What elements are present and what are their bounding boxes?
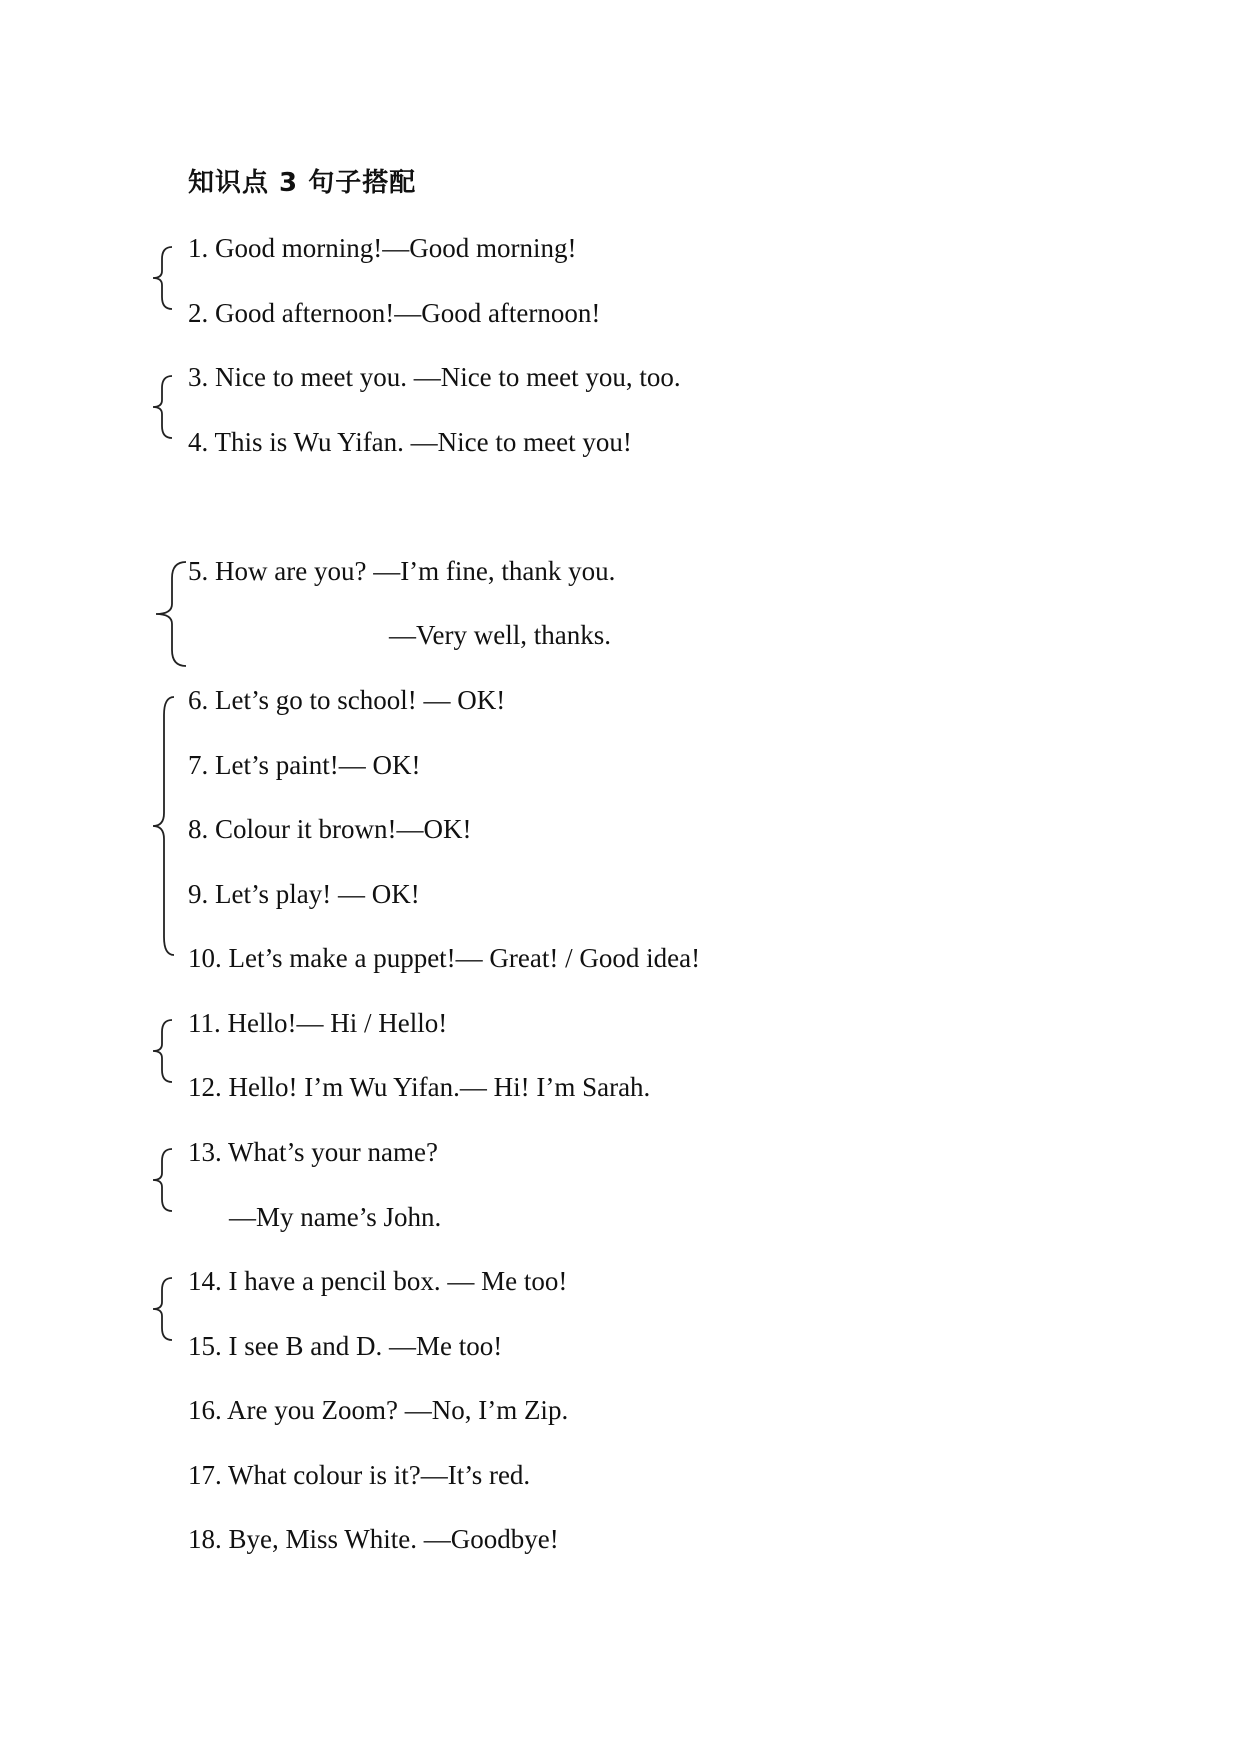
sentence-3: 3. Nice to meet you. —Nice to meet you, too.: [188, 362, 681, 392]
brace-group-5: [150, 558, 190, 670]
brace-group-6-10: [148, 693, 178, 959]
sentence-5-alt-answer: —Very well, thanks.: [389, 620, 611, 650]
sentence-11: 11. Hello!— Hi / Hello!: [188, 1008, 448, 1038]
sentence-1: 1. Good morning!—Good morning!: [188, 233, 577, 263]
sentence-10: 10. Let’s make a puppet!— Great! / Good idea!: [188, 943, 701, 973]
sentence-15: 15. I see B and D. —Me too!: [188, 1331, 503, 1361]
sentence-17: 17. What colour is it?—It’s red.: [188, 1460, 531, 1490]
sentence-16: 16. Are you Zoom? —No, I’m Zip.: [188, 1395, 569, 1425]
brace-group-1-2: [148, 243, 176, 313]
sentence-13-answer: —My name’s John.: [229, 1202, 442, 1232]
sentence-2: 2. Good afternoon!—Good afternoon!: [188, 298, 601, 328]
sentence-7: 7. Let’s paint!— OK!: [188, 750, 421, 780]
sentence-13: 13. What’s your name?: [188, 1137, 438, 1167]
sentence-8: 8. Colour it brown!—OK!: [188, 814, 472, 844]
brace-group-13: [148, 1145, 176, 1215]
brace-group-11-12: [148, 1016, 176, 1086]
sentence-5: 5. How are you? —I’m fine, thank you.: [188, 556, 616, 586]
sentence-4: 4. This is Wu Yifan. —Nice to meet you!: [188, 427, 632, 457]
section-title: 知识点 3 句子搭配: [188, 168, 417, 198]
brace-group-14-15: [148, 1274, 176, 1344]
sentence-18: 18. Bye, Miss White. —Goodbye!: [188, 1524, 559, 1554]
sentence-14: 14. I have a pencil box. — Me too!: [188, 1266, 568, 1296]
sentence-6: 6. Let’s go to school! — OK!: [188, 685, 506, 715]
brace-group-3-4: [148, 372, 176, 442]
sentence-9: 9. Let’s play! — OK!: [188, 879, 420, 909]
sentence-12: 12. Hello! I’m Wu Yifan.— Hi! I’m Sarah.: [188, 1072, 651, 1102]
